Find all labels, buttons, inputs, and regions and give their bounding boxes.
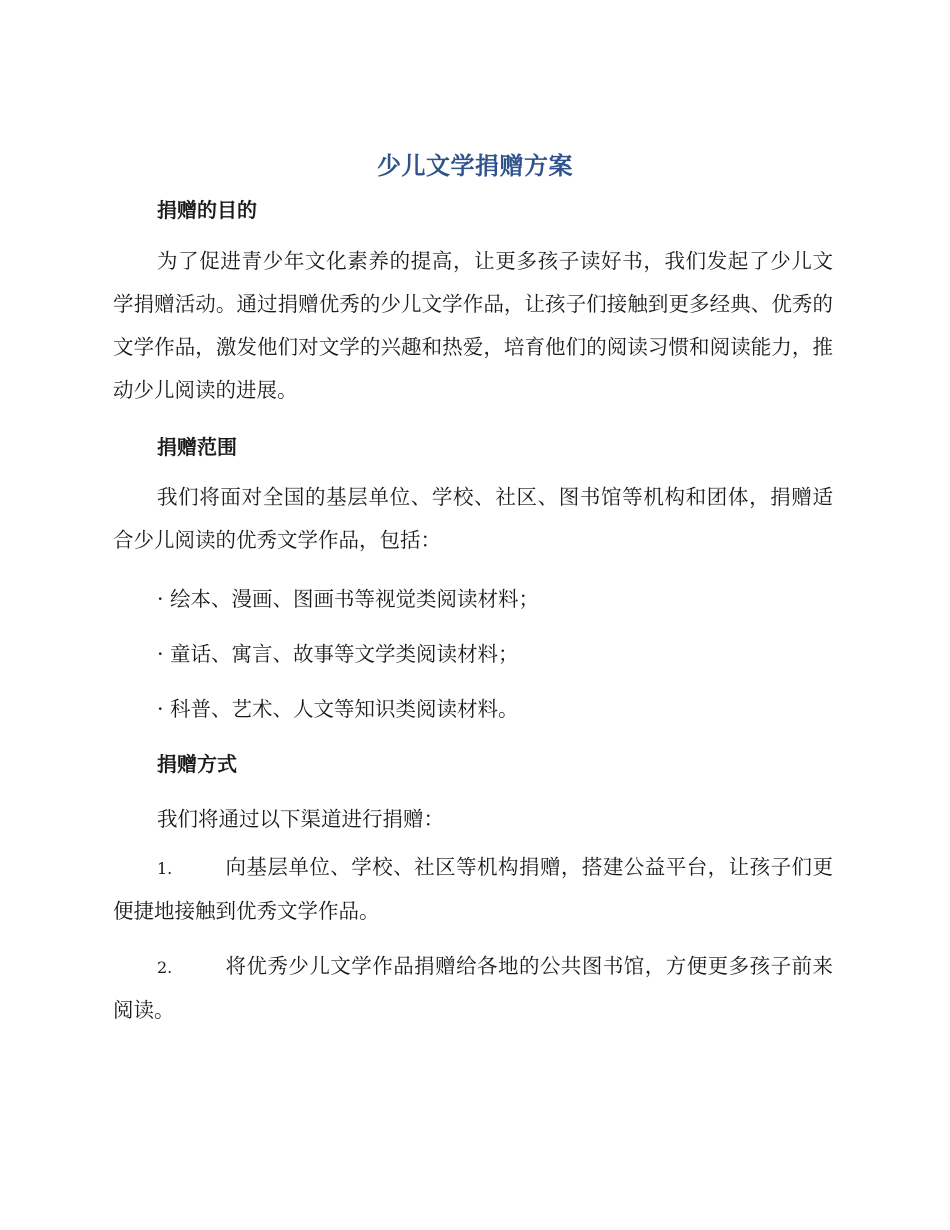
heading-scope: 捐赠范围 <box>157 435 237 459</box>
heading-purpose: 捐赠的目的 <box>157 198 257 222</box>
heading-method: 捐赠方式 <box>157 752 237 776</box>
bullet-item: · 童话、寓言、故事等文学类阅读材料； <box>157 642 519 666</box>
document-title: 少儿文学捐赠方案 <box>377 152 573 180</box>
paragraph-scope: 我们将面对全国的基层单位、学校、社区、图书馆等机构和团体，捐赠适合少儿阅读的优秀文学作品，包括： <box>113 485 833 552</box>
bullet-item: · 绘本、漫画、图画书等视觉类阅读材料； <box>157 587 540 611</box>
item-text: 将优秀少儿文学作品捐赠给各地的公共图书馆，方便更多孩子前来阅读。 <box>113 954 833 1022</box>
bullet-item: · 科普、艺术、人文等知识类阅读材料。 <box>157 697 519 721</box>
method-intro: 我们将通过以下渠道进行捐赠： <box>157 807 444 831</box>
item-text: 向基层单位、学校、社区等机构捐赠，搭建公益平台，让孩子们更便捷地接触到优秀文学作品。 <box>113 855 833 923</box>
numbered-item <box>113 846 833 933</box>
item-number: 2. <box>157 958 173 977</box>
numbered-item <box>113 945 833 1032</box>
paragraph-purpose: 为了促进青少年文化素养的提高，让更多孩子读好书，我们发起了少儿文学捐赠活动。通过捐赠优秀的少儿文学作品，让孩子们接触到更多经典、优秀的文学作品，激发他们对文学的兴趣和热爱，培育他们的阅读习惯和阅读能力，推动少儿阅读的进展。 <box>113 249 833 402</box>
item-number: 1. <box>157 859 173 878</box>
